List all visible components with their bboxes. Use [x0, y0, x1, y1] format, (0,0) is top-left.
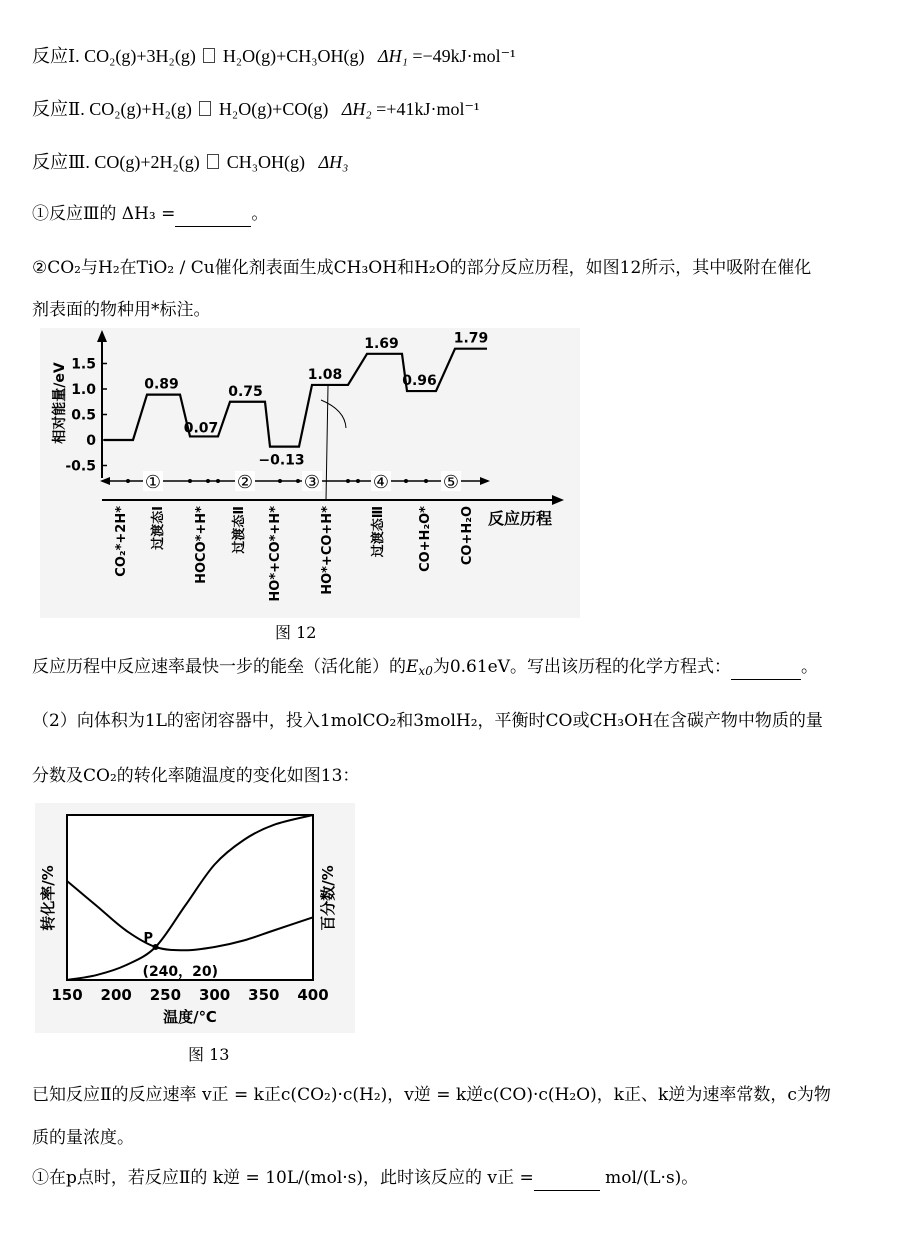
fig13-point-p — [153, 944, 159, 950]
fig12-species-label: HO*+CO*+H* — [268, 506, 283, 602]
answer-blank[interactable] — [175, 202, 251, 227]
question-2-line-1: ②CO₂与H₂在TiO₂ / Cu催化剂表面生成CH₃OH和H₂O的部分反应历程，如图12所示，其中吸附在催化 — [32, 258, 812, 278]
equilibrium-arrow-icon — [203, 48, 215, 63]
fig12-energy-label: 0.07 — [183, 420, 219, 437]
fig12-species-label: 过渡态Ⅲ — [371, 506, 386, 558]
fig12-species-label: 过渡态Ⅰ — [151, 506, 166, 550]
rate-line-2: 质的量浓度。 — [32, 1128, 134, 1148]
fig12-species-label: HOCO*+H* — [194, 506, 209, 584]
equilibrium-arrow-icon — [207, 154, 219, 169]
fig12-step-number: ② — [236, 472, 254, 493]
fig12-species-label: 过渡态Ⅱ — [232, 506, 247, 554]
fig13-xtick-label: 250 — [149, 986, 182, 1004]
figure-12-caption: 图 12 — [275, 623, 317, 642]
part-2-line-1: （2）向体积为1L的密闭容器中，投入1molCO₂和3molH₂，平衡时CO或CH₃OH在含碳产物中物质的量 — [32, 711, 823, 731]
fig13-ylabel-right: 百分数/% — [319, 865, 337, 931]
fig12-species-label: CO+H₂O — [460, 506, 475, 566]
fig13-xlabel: 温度/℃ — [163, 1008, 217, 1026]
fig12-species-label: HO*+CO+H* — [320, 506, 335, 595]
reaction-1: 反应Ⅰ. CO₂(g)+3H₂(g) H₂O(g)+CH₃OH(g) ΔH₁ =−49kJ·mol⁻¹ — [32, 46, 516, 66]
fig13-ylabel-left: 转化率/% — [39, 865, 57, 931]
fig12-ytick-label: 0.5 — [71, 407, 96, 424]
fig13-xtick-label: 350 — [248, 986, 280, 1004]
equilibrium-arrow-icon — [199, 101, 211, 116]
fig12-step-number: ⑤ — [442, 472, 460, 493]
fig12-energy-label: 1.79 — [453, 330, 489, 347]
fig12-energy-label: 0.75 — [228, 383, 263, 400]
fig13-xtick-label: 200 — [100, 986, 132, 1004]
part-2-line-2: 分数及CO₂的转化率随温度的变化如图13： — [32, 766, 360, 786]
fig12-ytick-label: 1.0 — [71, 382, 96, 398]
answer-blank[interactable] — [731, 655, 801, 680]
question-2-line-2: 剂表面的物种用*标注。 — [32, 300, 211, 320]
fig13-xtick-label: 300 — [198, 986, 231, 1004]
fig13-point-label: P — [143, 931, 154, 946]
fig12-step-number: ④ — [372, 472, 390, 493]
fig12-energy-label: 1.08 — [307, 366, 343, 383]
fig12-ylabel: 相对能量/eV — [52, 362, 68, 444]
fig13-point-coord: (240，20) — [142, 964, 219, 980]
figure-12-energy-diagram — [40, 328, 580, 618]
figure-13-caption: 图 13 — [188, 1045, 230, 1064]
fig13-xtick-label: 150 — [51, 986, 83, 1004]
fig12-ytick-label: 1.5 — [71, 356, 96, 373]
fig13-xtick-label: 400 — [297, 986, 329, 1004]
fig12-energy-label: 0.96 — [402, 373, 437, 390]
rate-line-1: 已知反应Ⅱ的反应速率 v正 = k正c(CO₂)·c(H₂)，v逆 = k逆c(CO)·c(H₂O)，k正、k逆为速率常数，c为物 — [32, 1085, 831, 1105]
fig12-step-number: ③ — [303, 472, 321, 493]
fig12-species-label: CO+H₂O* — [418, 506, 433, 572]
fig12-step-number: ① — [144, 472, 162, 493]
fig12-xlabel: 反应历程 — [488, 509, 553, 528]
answer-blank[interactable] — [534, 1166, 600, 1191]
figure-13-chart — [35, 803, 355, 1033]
fig12-species-label: CO₂*+2H* — [114, 506, 129, 577]
fig12-ytick-label: 0 — [86, 433, 96, 449]
reaction-2: 反应Ⅱ. CO₂(g)+H₂(g) H₂O(g)+CO(g) ΔH₂ =+41kJ·mol⁻¹ — [32, 99, 480, 119]
fig12-energy-label: 0.89 — [144, 376, 179, 393]
question-1: ①反应Ⅲ的 ΔH₃ = 。 — [32, 202, 268, 227]
question-3: 反应历程中反应速率最快一步的能垒（活化能）的$E_{x0}$为0.61eV。写出该历程的化学方程式： 。 — [32, 657, 819, 678]
question-4: ①在p点时，若反应Ⅱ的 k逆 = 10L/(mol·s)，此时该反应的 v正 = mol/(L·s)。 — [32, 1166, 698, 1191]
fig12-ytick-label: -0.5 — [65, 458, 96, 475]
reaction-3: 反应Ⅲ. CO(g)+2H₂(g) CH₃OH(g) ΔH₃ — [32, 152, 349, 172]
fig12-energy-label: −0.13 — [258, 452, 305, 469]
fig12-energy-label: 1.69 — [364, 335, 399, 352]
